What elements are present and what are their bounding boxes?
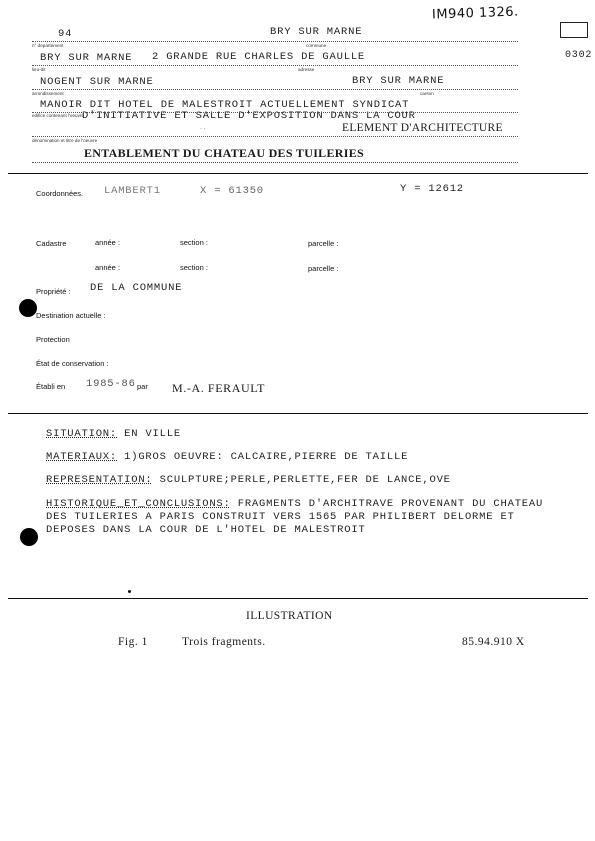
denomination-label: dénomination et titre de l'oeuvre xyxy=(32,138,98,143)
coordonnees-label: Coordonnées. xyxy=(36,189,84,198)
protection-label: Protection xyxy=(36,335,70,344)
canton-label: canton xyxy=(420,91,434,96)
materiaux-row xyxy=(46,451,408,463)
commune-label: commune xyxy=(306,43,327,48)
line-title xyxy=(32,162,518,163)
situation-value: EN VILLE xyxy=(124,428,181,440)
historique-line-2: DES TUILERIES A PARIS CONSTRUIT VERS 1565 PAR PHILIBERT DELORME ET xyxy=(46,511,515,523)
etat-label: État de conservation : xyxy=(36,359,109,368)
arrondissement-value: NOGENT SUR MARNE xyxy=(40,76,154,88)
handwritten-reference: IM940 1326. xyxy=(431,4,519,23)
edifice-line-1: MANOIR DIT HOTEL DE MALESTROIT ACTUELLEMENT SYNDICAT xyxy=(40,99,410,111)
line-adresse xyxy=(32,65,518,66)
parcelle-label-1: parcelle : xyxy=(308,239,339,248)
historique-line-3: DEPOSES DANS LA COUR DE L'HOTEL DE MALESTROIT xyxy=(46,524,366,536)
line-edifice xyxy=(32,112,518,113)
lieu-dit-value: BRY SUR MARNE xyxy=(40,52,133,64)
punch-hole-top xyxy=(19,299,37,317)
par-label: par xyxy=(137,382,148,391)
punch-hole-bottom xyxy=(20,528,38,546)
adresse-label: adresse xyxy=(298,67,315,72)
representation-label: REPRESENTATION: xyxy=(46,474,153,486)
situation-label: SITUATION: xyxy=(46,428,118,440)
edifice-mark: · · xyxy=(200,126,206,132)
representation-value: SCULPTURE;PERLE,PERLETTE,FER DE LANCE,OVE xyxy=(159,474,451,486)
section-label-2: section : xyxy=(180,263,208,272)
arrondissement-label: arrondissement xyxy=(32,91,64,96)
propriete-label: Propriété : xyxy=(36,287,71,296)
historique-line-1: FRAGMENTS D'ARCHITRAVE PROVENANT DU CHATEAU xyxy=(237,498,544,510)
lieu-dit-label: lieu-dit xyxy=(32,67,46,72)
departement-value: 94 xyxy=(58,28,73,40)
destination-label: Destination actuelle : xyxy=(36,311,106,320)
figure-caption: Trois fragments. xyxy=(182,636,266,648)
figure-label: Fig. 1 xyxy=(118,636,148,648)
adresse-value: 2 GRANDE RUE CHARLES DE GAULLE xyxy=(152,51,366,63)
situation-row xyxy=(46,428,181,440)
historique-label: HISTORIQUE_ET_CONCLUSIONS: xyxy=(46,498,231,510)
line-arrondissement xyxy=(32,89,518,90)
coord-y: Y = 12612 xyxy=(400,183,464,195)
annee-label-2: année : xyxy=(95,263,121,272)
edifice-label: edifice contenant l'oeuvre xyxy=(32,113,84,118)
propriete-value: DE LA COMMUNE xyxy=(90,282,183,294)
line-category xyxy=(32,136,518,137)
annee-label-1: année : xyxy=(95,238,121,247)
rule-top xyxy=(8,173,588,174)
commune-value: BRY SUR MARNE xyxy=(270,26,363,38)
canton-value: BRY SUR MARNE xyxy=(352,75,445,87)
historique-row xyxy=(46,498,543,510)
author-name: M.-A. FERAULT xyxy=(172,381,266,395)
representation-row xyxy=(46,474,451,486)
section-label-1: section : xyxy=(180,238,208,247)
coord-system: LAMBERT1 xyxy=(104,185,161,197)
corner-code: 0302 xyxy=(565,50,593,61)
coord-x: X = 61350 xyxy=(200,185,264,197)
work-title: ENTABLEMENT DU CHATEAU DES TUILERIES xyxy=(84,146,364,160)
parcelle-label-2: parcelle : xyxy=(308,264,339,273)
rule-bottom xyxy=(8,598,588,599)
category-value: ELEMENT D'ARCHITECTURE xyxy=(342,122,503,134)
figure-reference: 85.94.910 X xyxy=(462,636,525,648)
materiaux-value: 1)GROS OEUVRE: CALCAIRE,PIERRE DE TAILLE xyxy=(124,451,409,463)
materiaux-label: MATERIAUX: xyxy=(46,451,118,463)
etabli-label: Établi en xyxy=(36,382,66,391)
departement-label: n° departement xyxy=(32,43,64,48)
edifice-line-2: D'INITIATIVE ET SALLE D'EXPOSITION DANS LA COUR xyxy=(82,110,416,122)
etabli-year: 1985-86 xyxy=(86,378,136,390)
corner-box xyxy=(560,22,588,38)
line-departement xyxy=(32,41,518,42)
cadastre-label: Cadastre xyxy=(36,239,67,248)
stray-dot xyxy=(128,590,131,593)
rule-middle xyxy=(8,413,588,414)
illustration-heading: ILLUSTRATION xyxy=(246,610,333,622)
